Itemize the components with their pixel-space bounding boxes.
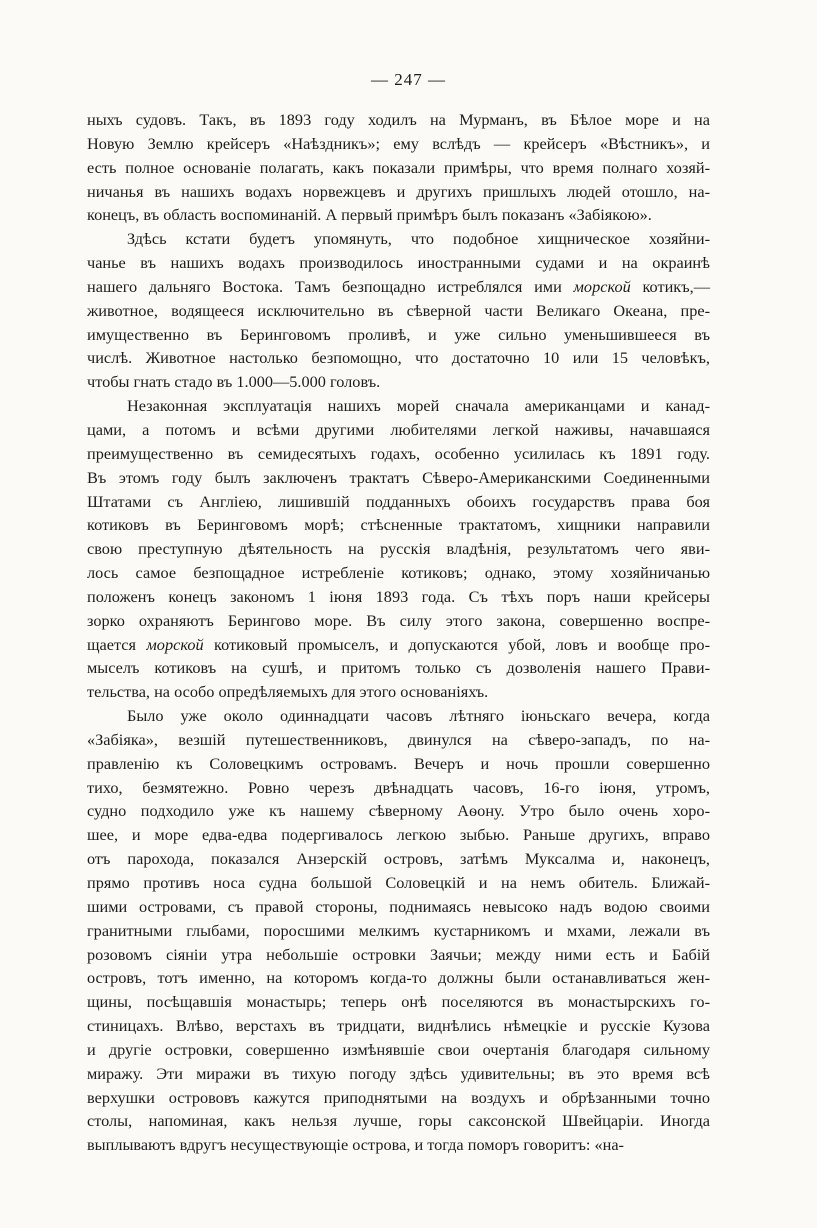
- emphasis-text: морской: [573, 276, 631, 296]
- text-line: правленію къ Соловецкимъ островамъ. Вечеръ и ночь прошли совершенно: [87, 753, 710, 773]
- text-line: шими островами, съ правой стороны, поднимаясь невысоко надъ водою своими: [87, 896, 710, 916]
- text-line: гранитными глыбами, поросшими мелкимъ кустарникомъ и мхами, лежали въ: [87, 920, 710, 940]
- text-line: столы, напоминая, какъ нельзя лучше, горы саксонской Швейцаріи. Иногда: [87, 1111, 710, 1131]
- text-line: розовомъ сіяніи утра небольшіе островки Заячьи; между ними есть и Бабій: [87, 944, 710, 964]
- text-line: Новую Землю крейсеръ «Наѣздникъ»; ему вслѣдъ — крейсеръ «Вѣстникъ», и: [87, 133, 710, 153]
- text-line: числѣ. Животное настолько безпомощно, что достаточно 10 или 15 человѣкъ,: [87, 348, 710, 368]
- text-line: цами, а потомъ и всѣми другими любителями легкой наживы, начавшаяся: [87, 419, 710, 439]
- text-line: и другіе островки, совершенно измѣнявшіе свои очертанія благодаря сильному: [87, 1039, 710, 1059]
- text-line: лось самое безпощадное истребленіе котиковъ; однако, этому хозяйничанью: [87, 563, 710, 583]
- text-line: котиковъ въ Беринговомъ морѣ; стѣсненные трактатомъ, хищники направили: [87, 515, 710, 535]
- text-line: чтобы гнать стадо въ 1.000—5.000 головъ.: [87, 372, 381, 392]
- text-line: положенъ конецъ закономъ 1 іюня 1893 года. Съ тѣхъ поръ наши крейсеры: [87, 586, 710, 606]
- text-line: тельства, на особо опредѣляемыхъ для этого основаніяхъ.: [87, 682, 489, 702]
- text-line: «Забіяка», везшій путешественниковъ, двинулся на сѣверо-западъ, по на-: [87, 729, 710, 749]
- text-line: островъ, тотъ именно, на которомъ когда-то должны были останавливаться жен-: [87, 968, 710, 988]
- emphasis-text: морской: [146, 634, 204, 654]
- text-line: Въ этомъ году былъ заключенъ трактатъ Сѣверо-Американскими Соединенными: [87, 467, 710, 487]
- paragraph: [87, 704, 710, 1157]
- paragraph: [87, 108, 710, 227]
- text-line: нашего дальняго Востока. Тамъ безпощадно истреблялся ими морской котикъ,—: [87, 276, 710, 296]
- text-line: Здѣсь кстати будетъ упомянуть, что подобное хищническое хозяйни-: [127, 229, 710, 249]
- text-line: выплываютъ вдругъ несуществующіе острова, и тогда поморъ говоритъ: «на-: [87, 1135, 624, 1155]
- text-line: Незаконная эксплуатація нашихъ морей сначала американцами и канад-: [127, 396, 710, 416]
- text-line: верхушки острововъ кажутся приподнятыми на воздухъ и обрѣзанными точно: [87, 1087, 710, 1107]
- text-line: миражу. Эти миражи въ тихую погоду здѣсь удивительны; въ это время всѣ: [87, 1063, 710, 1083]
- paragraph: [87, 227, 710, 394]
- text-line: зорко охраняютъ Берингово море. Въ силу этого закона, совершенно воспре-: [87, 610, 710, 630]
- page-number: — 247 —: [371, 70, 446, 89]
- text-line: конецъ, въ область воспоминаній. А первый примѣръ былъ показанъ «Забіякою».: [87, 205, 652, 225]
- text-line: стиницахъ. Влѣво, верстахъ въ тридцати, виднѣлись нѣмецкіе и русскіе Кузова: [87, 1016, 710, 1036]
- body-text: [87, 108, 710, 1157]
- text-line: Было уже около одиннадцати часовъ лѣтняго іюньскаго вечера, когда: [127, 706, 710, 726]
- text-line: щины, посѣщавшія монастырь; теперь онѣ поселяются въ монастырскихъ го-: [87, 992, 710, 1012]
- text-line: ныхъ судовъ. Такъ, въ 1893 году ходилъ на Мурманъ, въ Бѣлое море и на: [87, 110, 710, 129]
- text-line: тихо, безмятежно. Ровно черезъ двѣнадцать часовъ, 16-го іюня, утромъ,: [87, 777, 710, 797]
- text-line: прямо противъ носа судна большой Соловецкій и на немъ обитель. Ближай-: [87, 873, 710, 892]
- text-line: шее, и море едва-едва подергивалось легкою зыбью. Раньше другихъ, вправо: [87, 825, 710, 845]
- text-line: свою преступную дѣятельность на русскія владѣнія, результатомъ чего яви-: [87, 539, 710, 559]
- text-line: судно подходило уже къ нашему сѣверному Аѳону. Утро было очень хоро-: [87, 801, 710, 821]
- text-line: чанье въ нашихъ водахъ производилось иностранными судами и на окраинѣ: [87, 253, 710, 273]
- text-line: отъ парохода, показался Анзерскій островъ, затѣмъ Муксалма и, наконецъ,: [87, 849, 710, 869]
- text-line: ничанья въ нашихъ водахъ норвежцевъ и другихъ пришлыхъ людей отошло, на-: [87, 181, 710, 201]
- text-line: преимущественно въ семидесятыхъ годахъ, особенно усилилась къ 1891 году.: [87, 443, 710, 463]
- text-line: животное, водящееся исключительно въ сѣверной части Великаго Океана, пре-: [87, 300, 710, 320]
- text-line: имущественно въ Беринговомъ проливѣ, и уже сильно уменьшившееся въ: [87, 324, 710, 344]
- text-line: есть полное основаніе полагать, какъ показали примѣры, что время полнаго хозяй-: [87, 157, 710, 177]
- text-line: щается морской котиковый промыселъ, и допускаются убой, ловъ и вообще про-: [87, 634, 710, 654]
- paragraph: [87, 394, 710, 704]
- text-line: мыселъ котиковъ на сушѣ, и притомъ только съ дозволенія нашего Прави-: [87, 658, 710, 678]
- text-line: Штатами съ Англіею, лишившій подданныхъ обоихъ государствъ права боя: [87, 491, 710, 511]
